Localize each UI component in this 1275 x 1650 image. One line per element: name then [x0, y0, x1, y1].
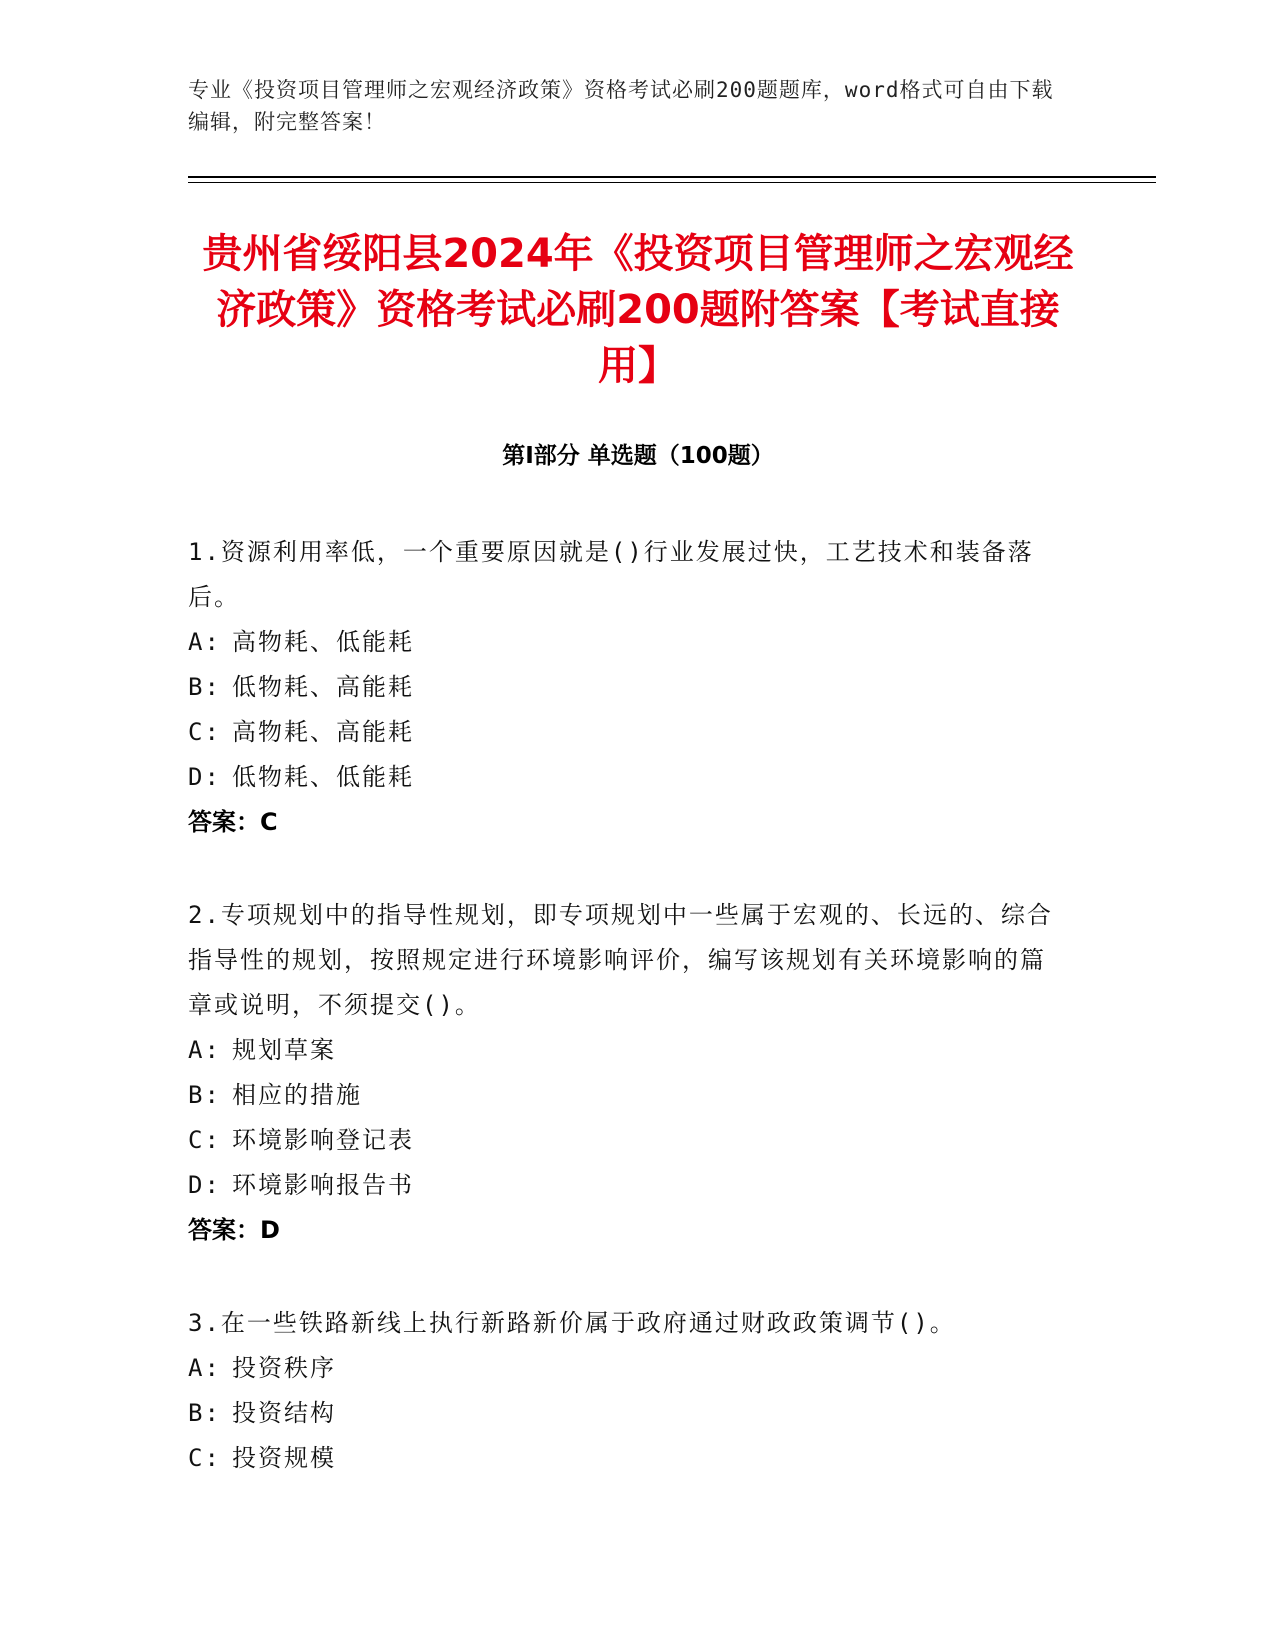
question-stem: 2.专项规划中的指导性规划，即专项规划中一些属于宏观的、长远的、综合指导性的规划，按照规定进行环境影响评价，编写该规划有关环境影响的篇章或说明，不须提交()。 [188, 901, 1053, 1019]
option-key: A: [188, 1354, 221, 1382]
option-text: 环境影响报告书 [232, 1171, 414, 1199]
option-b [188, 665, 1068, 710]
option-d [188, 755, 1068, 800]
question-stem: 3.在一些铁路新线上执行新路新价属于政府通过财政政策调节()。 [188, 1309, 956, 1337]
option-c [188, 1436, 1068, 1481]
question-stem: 1.资源利用率低，一个重要原因就是()行业发展过快，工艺技术和装备落后。 [188, 538, 1034, 611]
question-3 [188, 1301, 1068, 1481]
option-text: 投资秩序 [232, 1354, 336, 1382]
option-key: D: [188, 1171, 221, 1199]
option-key: A: [188, 628, 221, 656]
option-text: 低物耗、低能耗 [232, 763, 414, 791]
option-text: 高物耗、低能耗 [232, 628, 414, 656]
option-text: 投资结构 [232, 1399, 336, 1427]
option-text: 规划草案 [232, 1036, 336, 1064]
option-a [188, 1028, 1068, 1073]
answer: 答案：C [188, 808, 278, 836]
option-key: B: [188, 673, 221, 701]
document-title: 贵州省绥阳县2024年《投资项目管理师之宏观经济政策》资格考试必刷200题附答案【考试直接用】 [202, 231, 1074, 389]
option-text: 环境影响登记表 [232, 1126, 414, 1154]
option-a [188, 620, 1068, 665]
header-rule-thick [188, 176, 1156, 178]
answer: 答案：D [188, 1216, 280, 1244]
page-header: 专业《投资项目管理师之宏观经济政策》资格考试必刷200题题库，word格式可自由下载编辑，附完整答案！ [188, 78, 1054, 134]
option-text: 低物耗、高能耗 [232, 673, 414, 701]
option-key: C: [188, 1444, 221, 1472]
option-b [188, 1391, 1068, 1436]
option-key: A: [188, 1036, 221, 1064]
option-text: 高物耗、高能耗 [232, 718, 414, 746]
question-list [188, 530, 1068, 1529]
option-key: D: [188, 763, 221, 791]
option-a [188, 1346, 1068, 1391]
option-c [188, 1118, 1068, 1163]
option-key: C: [188, 1126, 221, 1154]
option-key: C: [188, 718, 221, 746]
option-key: B: [188, 1081, 221, 1109]
section-title: 第Ⅰ部分 单选题（100题） [502, 443, 774, 469]
option-d [188, 1163, 1068, 1208]
option-key: B: [188, 1399, 221, 1427]
option-text: 相应的措施 [232, 1081, 362, 1109]
question-2 [188, 893, 1068, 1253]
option-c [188, 710, 1068, 755]
header-rule-thin [188, 182, 1156, 183]
question-1 [188, 530, 1068, 845]
option-b [188, 1073, 1068, 1118]
option-text: 投资规模 [232, 1444, 336, 1472]
